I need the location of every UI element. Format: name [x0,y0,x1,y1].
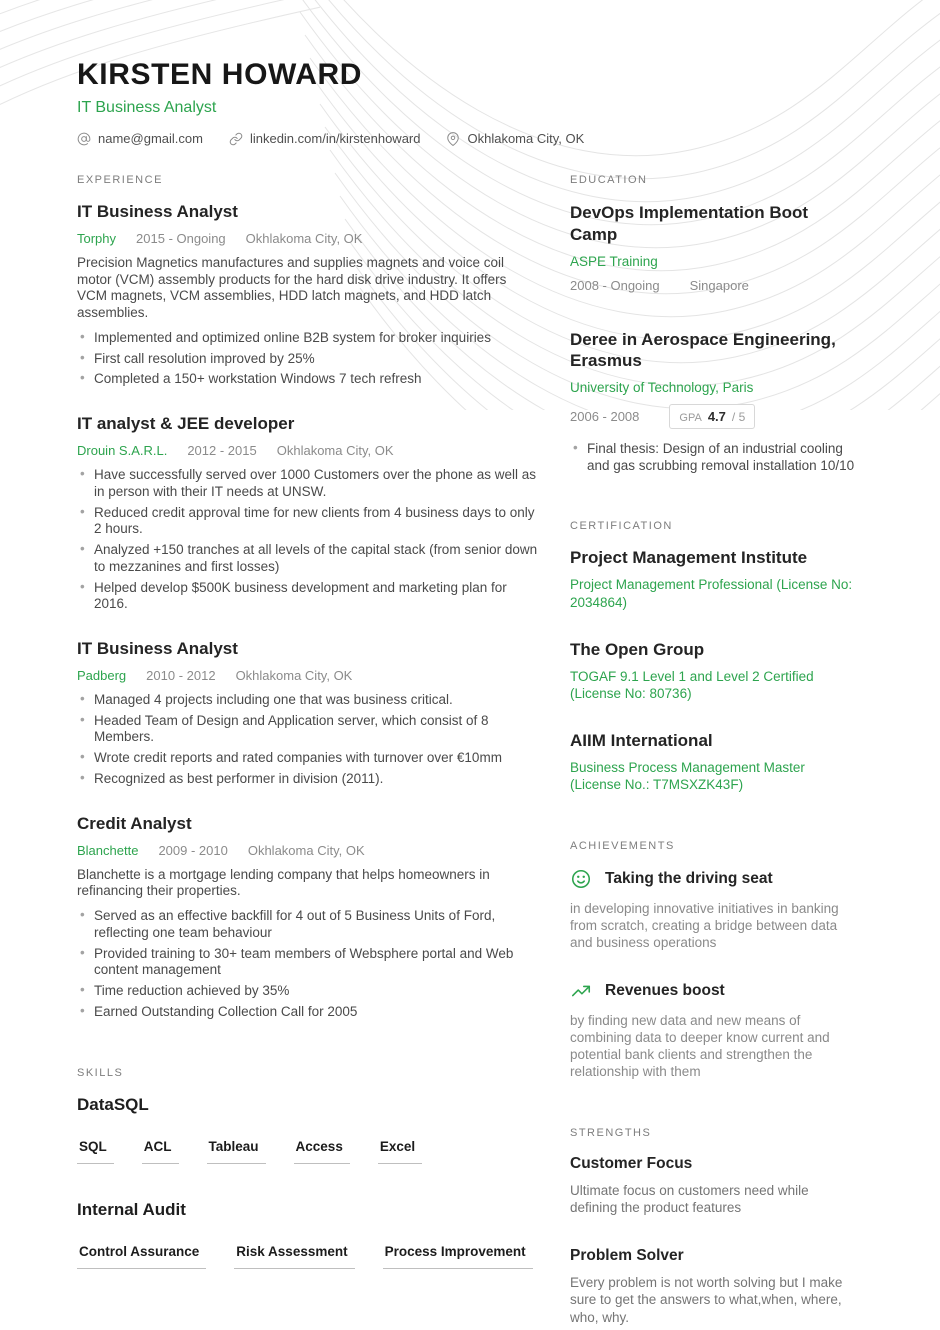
bullet-item: • Served as an effective backfill for 4 out of 5 Business Units of Ford, reflecting one team behaviour [77,908,540,941]
job-title: IT analyst & JEE developer [77,414,295,434]
degree-title: DevOps Implementation Boot Camp [570,203,809,244]
skill-tag: Excel [378,1139,422,1164]
strength-text: Every problem is not worth solving but I make sure to get the answers to what,when, where, who, why. [570,1274,843,1325]
cert-org: Project Management Institute [570,548,808,568]
achievement-header [570,980,856,1002]
cert-org: The Open Group [570,639,705,659]
bullet-item: • Completed a 150+ workstation Windows 7 tech refresh [77,371,540,388]
bullet-item: • Recognized as best performer in division (2011). [77,771,540,788]
bullet-item: • Headed Team of Design and Application server, which consist of 8 Members. [77,713,540,746]
achievement-text: in developing innovative initiatives in banking from scratch, creating a bridge between data and business operations [570,900,839,951]
achievement-entry [570,980,856,1081]
education-location: Singapore [689,277,749,293]
job-bullets [77,692,540,788]
strength-entry [570,1247,856,1327]
cert-detail: TOGAF 9.1 Level 1 and Level 2 Certified (License No: 80736) [570,668,814,702]
job-location: Okhlakoma City, OK [245,231,363,246]
linkedin-link[interactable] [229,131,421,146]
job-bullets [77,467,540,613]
company-name: Drouin S.A.R.L. [77,443,168,459]
education-dates: 2006 - 2008 [570,409,640,424]
degree-title: Deree in Aerospace Engineering, Erasmus [570,329,836,371]
smiley-icon [570,868,592,890]
certification-section [570,520,856,793]
bullet-item: • Analyzed +150 tranches at all levels of the capital stack (from senior down to mezzanines and first losses) [77,542,540,575]
bullet-item: • Reduced credit approval time for new clients from 4 business days to only 2 hours. [77,505,540,538]
at-sign-icon [77,132,91,146]
education-section [570,174,856,474]
skill-group [77,1200,540,1269]
achievements-section [570,840,856,1081]
skill-tags [77,1139,540,1164]
location-item [446,131,584,146]
skill-tag: Risk Assessment [234,1244,354,1269]
school-name: University of Technology, Paris [570,380,754,395]
left-column [77,174,540,1326]
skills-section [77,1067,540,1269]
education-bullets [570,441,856,474]
skill-tag: Tableau [207,1139,266,1164]
skill-group-title: DataSQL [77,1094,149,1114]
job-dates: 2010 - 2012 [146,668,216,684]
link-icon [229,132,243,146]
company-name: Blanchette [77,842,139,858]
gpa-max: / 5 [731,410,746,424]
location-text: Okhlakoma City, OK [467,131,585,146]
gpa-value: 4.7 [707,409,726,424]
strength-entry [570,1155,856,1217]
certification-heading: CERTIFICATION [570,520,673,533]
skill-tag: Process Improvement [383,1244,533,1269]
strengths-heading: STRENGTHS [570,1126,652,1139]
job-location: Okhlakoma City, OK [247,842,365,858]
skill-tag: ACL [142,1139,179,1164]
achievement-text: by finding new data and new means of combining data to deeper know current and potential bank clients and strengthen the relationship with them [570,1012,830,1080]
job-meta [77,443,540,458]
job-meta [77,668,540,683]
skill-tags [77,1244,540,1269]
gpa-badge [669,404,755,429]
bullet-item: • Helped develop $500K business development and marketing plan for 2016. [77,580,540,613]
skill-tag: Access [294,1139,350,1164]
email-link[interactable] [77,131,203,146]
trending-up-icon [570,980,592,1002]
company-name: Torphy [77,231,117,246]
job-dates: 2012 - 2015 [187,443,257,459]
cert-detail: Business Process Management Master (License No.: T7MSXZK43F) [570,759,805,793]
experience-entry [77,414,540,613]
bullet-item: • Final thesis: Design of an industrial cooling and gas scrubbing removal installation 10/10 [570,441,856,474]
experience-section [77,174,540,1021]
skill-group-title: Internal Audit [77,1199,186,1219]
linkedin-text: linkedin.com/in/kirstenhoward [249,131,421,146]
gpa-label: GPA [679,412,702,424]
right-column [570,174,856,1326]
bullet-item: • Provided training to 30+ team members of Websphere portal and Web content management [77,946,540,979]
strength-title: Customer Focus [570,1154,693,1172]
education-heading: EDUCATION [570,174,648,186]
bullet-item: • First call resolution improved by 25% [77,351,540,368]
certification-entry [570,548,856,611]
education-meta [570,278,856,293]
strength-text: Ultimate focus on customers need while defining the product features [570,1182,809,1216]
person-name: KIRSTEN HOWARD [77,58,363,91]
school-name: ASPE Training [570,253,658,269]
bullet-item: • Time reduction achieved by 35% [77,983,540,1000]
education-dates: 2008 - Ongoing [570,277,660,293]
achievements-heading: ACHIEVEMENTS [570,839,675,852]
job-headline: IT Business Analyst [77,99,217,116]
bullet-item: • Wrote credit reports and rated companies with turnover over €10mm [77,750,540,767]
job-description: Blanchette is a mortgage lending company that helps homeowners in refinancing their properties. [77,866,490,899]
experience-entry [77,202,540,388]
achievement-header [570,868,856,890]
contact-row [77,131,856,146]
bullet-item: • Implemented and optimized online B2B system for broker inquiries [77,330,540,347]
job-dates: 2015 - Ongoing [136,231,226,246]
bullet-item: • Have successfully served over 1000 Customers over the phone as well as in person with their IT needs at UNSW. [77,467,540,500]
job-description: Precision Magnetics manufactures and supplies magnets and voice coil motor (VCM) assembly products for the hard disk drive industry. It offers VCM magnets, VCM assemblies, HDD latch magnets, and HDD latch assemblies. [77,255,507,321]
education-entry [570,329,856,475]
location-pin-icon [446,132,460,146]
bullet-item: • Managed 4 projects including one that was business critical. [77,692,540,709]
strengths-section [570,1127,856,1327]
achievement-title: Revenues boost [605,981,725,999]
certification-entry [570,640,856,703]
job-bullets [77,330,540,388]
achievement-title: Taking the driving seat [605,869,773,887]
certification-entry [570,731,856,794]
experience-entry [77,814,540,1021]
job-meta [77,231,540,246]
company-name: Padberg [77,668,127,684]
email-text: name@gmail.com [98,131,203,146]
achievement-entry [570,868,856,952]
education-meta [570,404,856,429]
experience-heading: EXPERIENCE [77,174,163,186]
strength-title: Problem Solver [570,1246,684,1264]
cert-detail: Project Management Professional (License No: 2034864) [570,577,853,611]
cert-org: AIIM International [570,730,713,750]
skill-group [77,1095,540,1164]
columns [77,174,856,1326]
job-location: Okhlakoma City, OK [276,443,394,459]
job-meta [77,843,540,858]
skill-tag: SQL [77,1139,114,1164]
header [77,58,856,146]
job-title: Credit Analyst [77,813,192,833]
bullet-item: • Earned Outstanding Collection Call for 2005 [77,1004,540,1021]
education-entry [570,202,856,293]
job-title: IT Business Analyst [77,202,238,221]
skills-heading: SKILLS [77,1066,124,1079]
job-dates: 2009 - 2010 [158,842,228,858]
job-location: Okhlakoma City, OK [235,668,353,684]
job-title: IT Business Analyst [77,639,238,659]
job-bullets [77,908,540,1020]
experience-entry [77,639,540,788]
skill-tag: Control Assurance [77,1244,206,1269]
